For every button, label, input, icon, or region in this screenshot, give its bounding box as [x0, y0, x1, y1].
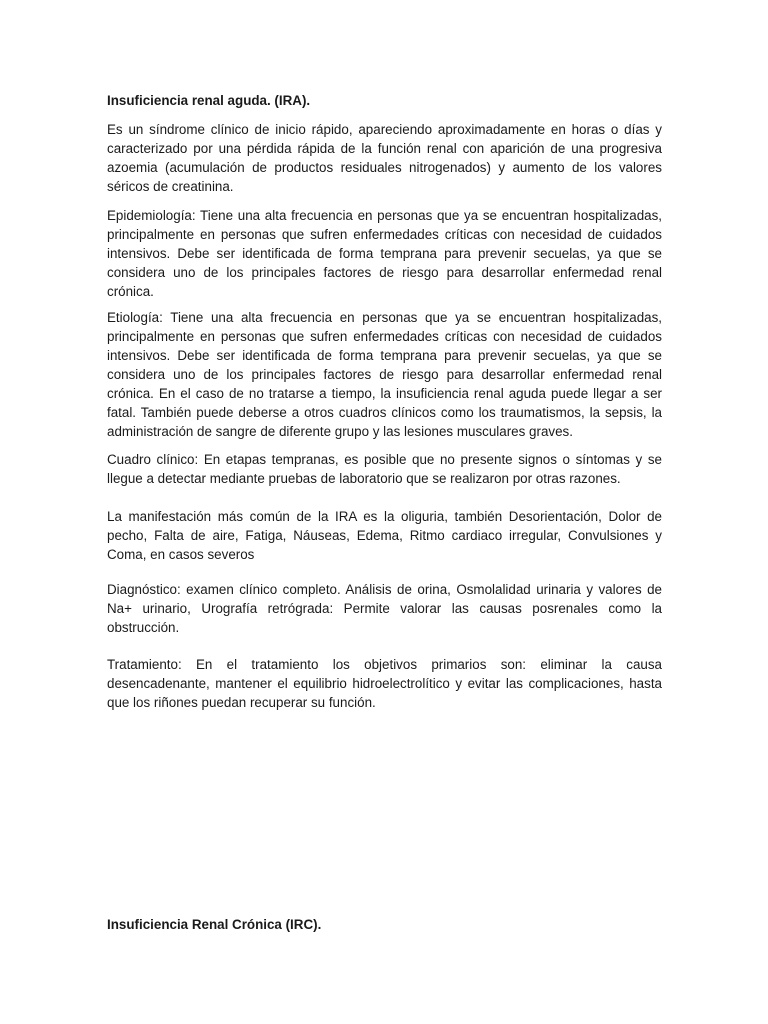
- paragraph-diagnostico: Diagnóstico: examen clínico completo. Análisis de orina, Osmolalidad urinaria y valores de Na+ urinario, Urografía retrógrada: Permite valorar las causas posrenales como la obstrucción.: [107, 582, 662, 635]
- heading-irc: Insuficiencia Renal Crónica (IRC).: [107, 917, 322, 932]
- paragraph-definition: Es un síndrome clínico de inicio rápido, apareciendo aproximadamente en horas o días y caracterizado por una pérdida rápida de la función renal con aparición de una progresiva azoemia (acumulación de productos residuales nitrogenados) y aumento de los valores séricos de creatinina.: [107, 122, 662, 194]
- paragraph-tratamiento: Tratamiento: En el tratamiento los objetivos primarios son: eliminar la causa desencadenante, mantener el equilibrio hidroelectrolítico y evitar las complicaciones, hasta que los riñones puedan recuperar su función.: [107, 657, 662, 710]
- paragraph-cuadro-clinico: Cuadro clínico: En etapas tempranas, es posible que no presente signos o síntomas y se llegue a detectar mediante pruebas de laboratorio que se realizaron por otras razones.: [107, 452, 662, 486]
- paragraph-epidemiologia: Epidemiología: Tiene una alta frecuencia en personas que ya se encuentran hospitalizadas, principalmente en personas que sufren enfermedades críticas con necesidad de cuidados intensivos. Debe ser identificada de forma temprana para prevenir secuelas, ya que se considera uno de los principales factores de riesgo para desarrollar enfermedad renal crónica.: [107, 208, 662, 299]
- paragraph-manifestacion: La manifestación más común de la IRA es la oliguria, también Desorientación, Dolor de pecho, Falta de aire, Fatiga, Náuseas, Edema, Ritmo cardiaco irregular, Convulsiones y Coma, en casos severos: [107, 509, 662, 562]
- heading-ira: Insuficiencia renal aguda. (IRA).: [107, 93, 311, 108]
- paragraph-etiologia: Etiología: Tiene una alta frecuencia en personas que ya se encuentran hospitalizadas, principalmente en personas que sufren enfermedades críticas con necesidad de cuidados intensivos. Debe ser identificada de forma temprana para prevenir secuelas, ya que se considera uno de los principales factores de riesgo para desarrollar enfermedad renal crónica. En el caso de no tratarse a tiempo, la insuficiencia renal aguda puede llegar a ser fatal. También puede deberse a otros cuadros clínicos como los traumatismos, la sepsis, la administración de sangre de diferente grupo y las lesiones musculares graves.: [107, 310, 662, 439]
